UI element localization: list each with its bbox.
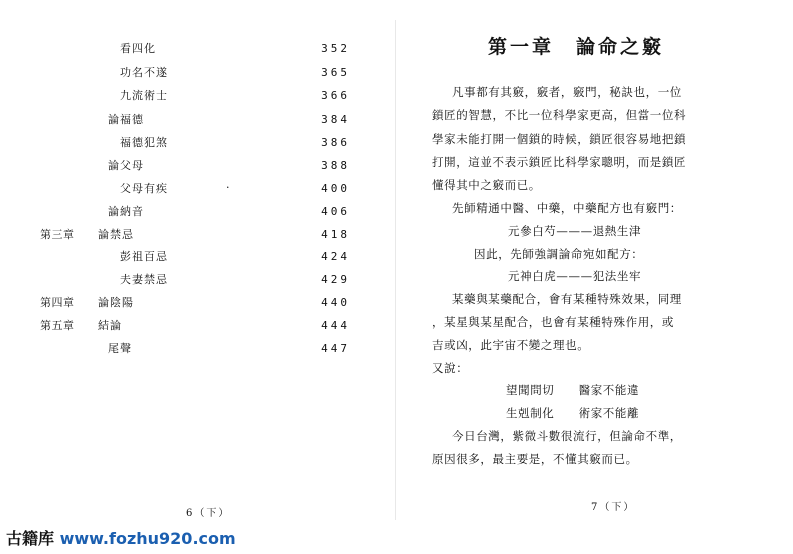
- text-line: 凡事都有其竅，竅者，竅門，秘訣也，一位: [452, 85, 682, 99]
- toc-entry-title: 尾聲: [108, 342, 132, 355]
- toc-entry-page: 366: [321, 89, 350, 102]
- toc-entry: [0, 248, 396, 266]
- toc-entry: [0, 64, 396, 82]
- toc-entry-title: 福德犯煞: [120, 136, 168, 149]
- toc-entry: [0, 134, 396, 152]
- toc-entry-page: 386: [321, 136, 350, 149]
- toc-entry: [0, 40, 396, 58]
- stray-mark: ·: [226, 181, 230, 194]
- toc-entry: [0, 294, 396, 312]
- toc-entry-page: 440: [321, 296, 350, 309]
- toc-entry-title: 看四化: [120, 42, 156, 55]
- toc-entry-title: 功名不遂: [120, 66, 168, 79]
- watermark-logo: [6, 526, 236, 549]
- toc-chapter-label: 第五章: [40, 319, 75, 332]
- toc-entry-title: 九流術士: [120, 89, 168, 102]
- right-page: [396, 0, 793, 554]
- toc-entry: [0, 111, 396, 129]
- toc-entry-title: 彭祖百忌: [120, 250, 168, 263]
- text-line: 元參白芍———退熱生津: [508, 224, 642, 238]
- toc-entry-title: 論納音: [108, 205, 144, 218]
- toc-entry: [0, 203, 396, 221]
- text-line: 原因很多，最主要是，不懂其竅而已。: [432, 452, 638, 466]
- toc-entry: [0, 87, 396, 105]
- toc-entry-title: 論父母: [108, 159, 144, 172]
- toc-entry-page: 406: [321, 205, 350, 218]
- toc-entry-page: 365: [321, 66, 350, 79]
- toc-entry-title: 論禁忌: [98, 228, 134, 241]
- toc-entry-title: 論福德: [108, 113, 144, 126]
- text-line: 望聞問切 醫家不能違: [506, 383, 640, 397]
- watermark-url: www.fozhu920.com: [59, 529, 236, 548]
- page-number-right: 7（下）: [591, 502, 636, 513]
- chapter-title: 第一章 論命之竅: [488, 36, 665, 58]
- toc-entry-title: 父母有疾: [120, 182, 168, 195]
- text-line: 某藥與某藥配合，會有某種特殊效果，同理: [452, 292, 682, 306]
- text-line: 先師精通中醫、中藥，中藥配方也有竅門：: [452, 201, 682, 215]
- text-line: 又說：: [432, 361, 469, 375]
- toc-entry-page: 352: [321, 42, 350, 55]
- text-line: 吉或凶，此宇宙不變之理也。: [432, 338, 590, 352]
- text-line: 元神白虎———犯法坐牢: [508, 269, 642, 283]
- toc-entry-page: 418: [321, 228, 350, 241]
- text-line: 因此，先師強調論命宛如配方：: [474, 247, 644, 261]
- text-line: 懂得其中之竅而已。: [432, 178, 541, 192]
- text-line: 生剋制化 術家不能離: [506, 406, 640, 420]
- left-page: [0, 0, 396, 554]
- toc-entry-title: 夫妻禁忌: [120, 273, 168, 286]
- text-line: 今日台灣，紫微斗數很流行，但論命不準，: [452, 429, 682, 443]
- text-line: 學家未能打開一個鎖的時候，鎖匠很容易地把鎖: [432, 132, 687, 146]
- text-line: 鎖匠的智慧，不比一位科學家更高，但當一位科: [432, 108, 687, 122]
- page-number-left: 6（下）: [186, 508, 231, 519]
- toc-entry: [0, 317, 396, 335]
- toc-entry-page: 384: [321, 113, 350, 126]
- toc-chapter-label: 第四章: [40, 296, 75, 309]
- toc-chapter-label: 第三章: [40, 228, 75, 241]
- watermark-site-name: 古籍库: [6, 529, 55, 548]
- text-line: ，某星與某星配合，也會有某種特殊作用，或: [432, 315, 674, 329]
- toc-entry: [0, 340, 396, 358]
- toc-entry-title: 結論: [98, 319, 122, 332]
- toc-entry-page: 388: [321, 159, 350, 172]
- toc-entry-page: 429: [321, 273, 350, 286]
- toc-entry-title: 論陰陽: [98, 296, 134, 309]
- text-line: 打開，這並不表示鎖匠比科學家聰明，而是鎖匠: [432, 155, 687, 169]
- toc-entry-page: 424: [321, 250, 350, 263]
- toc-entry: [0, 226, 396, 244]
- toc-entry-page: 444: [321, 319, 350, 332]
- toc-entry-page: 400: [321, 182, 350, 195]
- toc-entry-page: 447: [321, 342, 350, 355]
- toc-entry: [0, 157, 396, 175]
- toc-entry: [0, 271, 396, 289]
- toc-entry: [0, 180, 396, 198]
